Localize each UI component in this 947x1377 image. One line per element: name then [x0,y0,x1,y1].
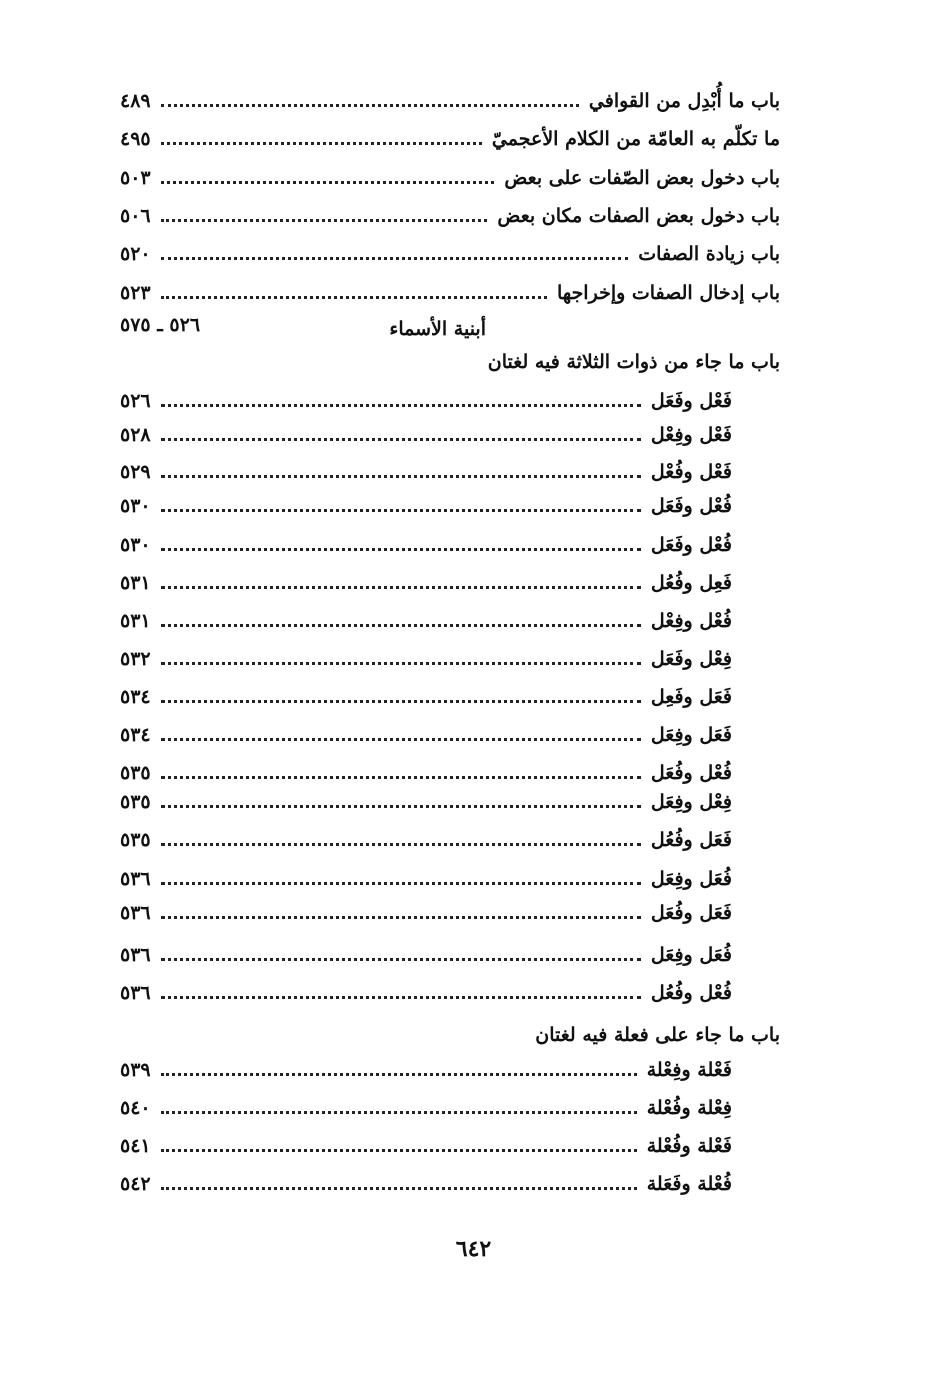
toc-entry [120,199,780,233]
dot-leader [161,1187,637,1190]
entry-page: ٤٩٥ [120,128,151,150]
toc-entry [120,1091,732,1125]
dot-leader [161,996,641,999]
page-number: ٦٤٢ [455,1236,492,1262]
dot-leader [161,181,495,184]
dot-leader [161,958,641,961]
dot-leader [161,882,641,885]
toc-entry [120,455,732,489]
entry-title: فُعْل وفَعَل [650,495,732,517]
entry-title: ما تكلّم به العامّة من الكلام الأعجميّ [491,128,780,150]
entry-page: ٥٣٦ [120,868,151,890]
dot-leader [161,509,641,512]
entry-title: فُعْل وفُعُل [650,982,732,1004]
entry-title: باب دخول بعض الصفات مكان بعض [497,205,780,227]
toc-entry [120,489,732,523]
toc-entry [120,896,732,930]
entry-title: فِعْل وفَعَل [650,648,732,670]
entry-title: فُعْل وفِعْل [650,610,732,632]
dot-leader [161,104,579,107]
dot-leader [161,776,641,779]
dot-leader [161,257,629,260]
entry-title: فَعْل وفِعْل [650,424,732,446]
dot-leader [161,624,641,627]
section-title: أبنية الأسماء [389,318,486,340]
entry-title: فُعَل وفِعَل [650,944,732,966]
dot-leader [161,404,641,407]
toc-entry [120,642,732,676]
entry-page: ٥٣٩ [120,1059,151,1081]
toc-entry [120,976,732,1010]
entry-page: ٥٢٨ [120,424,151,446]
entry-title: فُعَل وفِعَل [650,868,732,890]
entry-title: فُعْلة وفَعَلة [646,1173,732,1195]
entry-page: ٥٣٥ [120,791,151,813]
entry-page: ٥٣٦ [120,982,151,1004]
entry-title: فَعَل وفِعَل [650,724,732,746]
entry-page: ٥٢٦ [120,390,151,412]
section-page-range: ٥٢٦ ـ ٥٧٥ [120,314,201,336]
entry-title: فَعْل وفَعَل [650,390,732,412]
entry-page: ٥٢٣ [120,282,151,304]
dot-leader [161,142,482,145]
entry-title: فِعْل وفِعَل [650,791,732,813]
entry-page: ٥٣٥ [120,762,151,784]
toc-entry [120,604,732,638]
entry-page: ٥٣٤ [120,686,151,708]
entry-page: ٥٣٥ [120,829,151,851]
entry-page: ٥٤٢ [120,1173,151,1195]
dot-leader [161,219,488,222]
entry-page: ٥٢٩ [120,461,151,483]
toc-entry [120,566,732,600]
toc-entry [120,84,780,118]
group-heading: باب ما جاء من ذوات الثلاثة فيه لغتان [487,351,780,373]
entry-page: ٤٨٩ [120,90,151,112]
entry-title: باب زيادة الصفات [638,243,780,265]
entry-page: ٥٤٠ [120,1097,151,1119]
dot-leader [161,438,641,441]
entry-page: ٥٣٤ [120,724,151,746]
entry-title: فَعَل وفُعَل [650,902,732,924]
toc-entry [120,122,780,156]
toc-entry [120,161,780,195]
entry-page: ٥٣١ [120,572,151,594]
toc-entry [120,823,732,857]
dot-leader [161,1149,637,1152]
group-heading: باب ما جاء على فعلة فيه لغتان [535,1024,780,1046]
dot-leader [161,843,641,846]
dot-leader [161,548,641,551]
entry-page: ٥٣٦ [120,944,151,966]
toc-entry [120,418,732,452]
dot-leader [161,738,641,741]
entry-page: ٥٣٦ [120,902,151,924]
toc-entry [120,1053,732,1087]
entry-page: ٥٣٠ [120,495,151,517]
entry-title: فَعَل وفُعُل [650,829,732,851]
dot-leader [161,916,641,919]
toc-entry [120,680,732,714]
dot-leader [161,1073,637,1076]
toc-entry [120,276,780,310]
entry-page: ٥٣١ [120,610,151,632]
section-header [120,312,780,346]
entry-title: فَعْل وفُعْل [650,461,732,483]
entry-title: فَعْلة وفُعْلة [646,1135,732,1157]
entry-title: باب ما أُبْدِل من القوافي [588,90,780,112]
entry-page: ٥٠٦ [120,205,151,227]
dot-leader [161,296,547,299]
dot-leader [161,1111,637,1114]
dot-leader [161,700,641,703]
entry-title: فِعْلة وفُعْلة [646,1097,732,1119]
toc-entry [120,528,732,562]
dot-leader [161,475,641,478]
toc-entry [120,718,732,752]
entry-title: فَعْلة وفِعْلة [646,1059,732,1081]
entry-page: ٥٠٣ [120,167,151,189]
entry-page: ٥٣٠ [120,534,151,556]
dot-leader [161,805,641,808]
toc-entry [120,1129,732,1163]
entry-page: ٥٢٠ [120,243,151,265]
toc-entry [120,785,732,819]
entry-title: فَعَل وفَعِل [650,686,732,708]
entry-title: فُعْل وفَعَل [650,534,732,556]
toc-entry [120,237,780,271]
toc-entry [120,384,732,418]
entry-title: فُعْل وفُعَل [650,762,732,784]
dot-leader [161,662,641,665]
toc-entry [120,1167,732,1201]
dot-leader [161,586,641,589]
entry-page: ٥٤١ [120,1135,151,1157]
toc-entry [120,938,732,972]
toc-entry [120,862,732,896]
entry-title: باب إدخال الصفات وإخراجها [557,282,780,304]
entry-title: فَعِل وفُعُل [650,572,732,594]
entry-page: ٥٣٢ [120,648,151,670]
entry-title: باب دخول بعض الصّفات على بعض [504,167,780,189]
